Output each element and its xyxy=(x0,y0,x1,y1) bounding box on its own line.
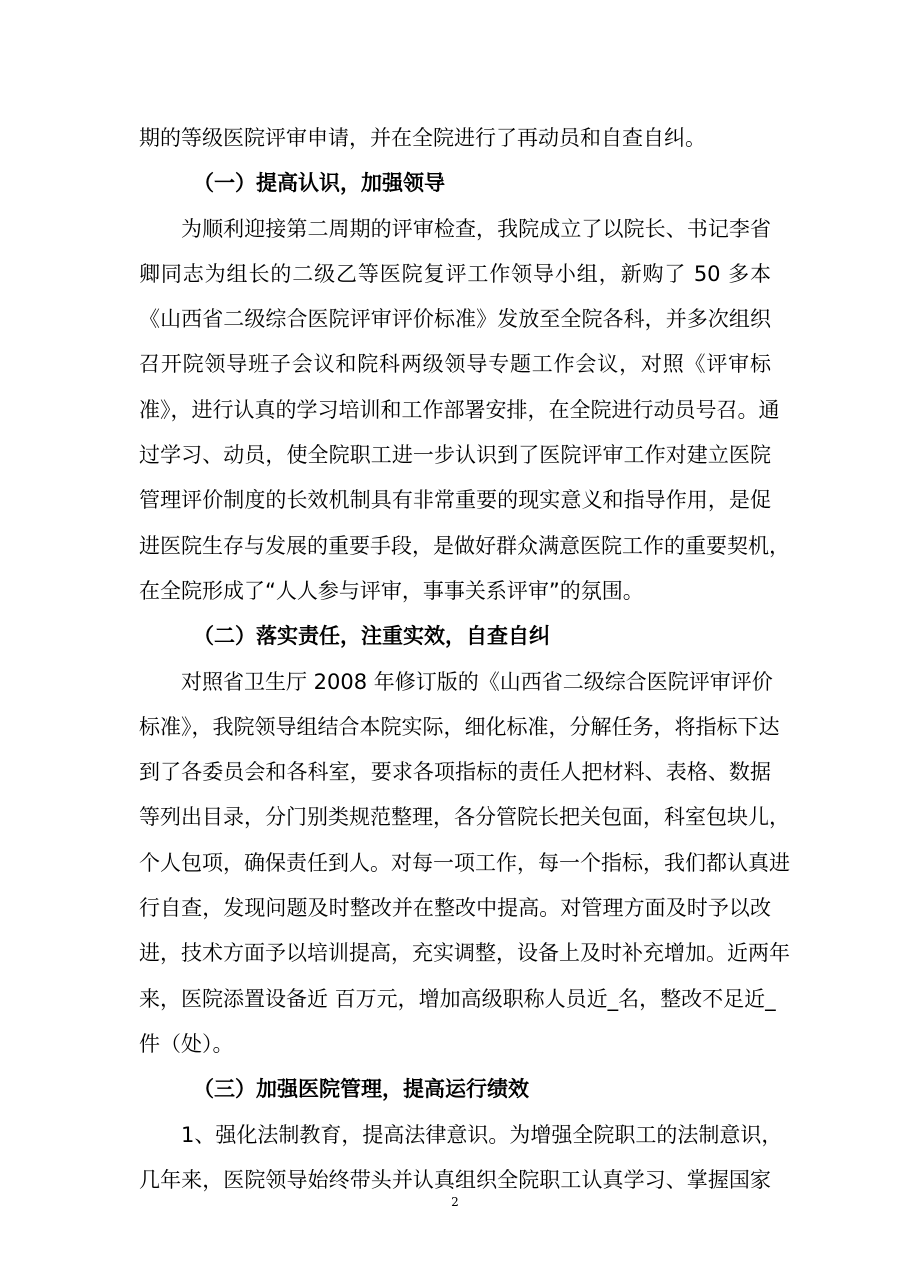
body-line: 到了各委员会和各科室，要求各项指标的责任人把材料、表格、数据 xyxy=(139,760,771,785)
body-line: 卿同志为组长的二级乙等医院复评工作领导小组，新购了 50 多本 xyxy=(139,261,771,286)
body-line: 进医院生存与发展的重要手段，是做好群众满意医院工作的重要契机， xyxy=(139,533,790,558)
section-heading-1: （一）提高认识，加强领导 xyxy=(193,171,445,196)
body-line: 为顺利迎接第二周期的评审检查，我院成立了以院长、书记李省 xyxy=(181,216,771,241)
body-line: 《山西省二级综合医院评审评价标准》发放至全院各科，并多次组织 xyxy=(139,307,771,332)
body-line: 过学习、动员，使全院职工进一步认识到了医院评审工作对建立医院 xyxy=(139,443,771,468)
body-line: 标准》，我院领导组结合本院实际，细化标准，分解任务，将指标下达 xyxy=(139,714,780,739)
body-line: 等列出目录，分门别类规范整理，各分管院长把关包面，科室包块儿， xyxy=(139,805,790,830)
body-line: 来，医院添置设备近 百万元，增加高级职称人员近_名，整改不足近_ xyxy=(139,986,776,1011)
body-line: 进，技术方面予以培训提高，充实调整，设备上及时补充增加。近两年 xyxy=(139,941,790,966)
body-line: 1、强化法制教育，提高法律意识。为增强全院职工的法制意识， xyxy=(181,1122,783,1147)
body-line: 准》，进行认真的学习培训和工作部署安排，在全院进行动员号召。通 xyxy=(139,397,780,422)
section-heading-3: （三）加强医院管理，提高运行绩效 xyxy=(193,1077,529,1102)
body-line: 件（处）。 xyxy=(139,1031,234,1056)
body-line: 几年来，医院领导始终带头并认真组织全院职工认真学习、掌握国家 xyxy=(139,1167,771,1192)
body-line: 个人包项，确保责任到人。对每一项工作，每一个指标，我们都认真进 xyxy=(139,850,790,875)
body-line: 期的等级医院评审申请，并在全院进行了再动员和自查自纠。 xyxy=(139,126,706,150)
body-line: 行自查，发现问题及时整改并在整改中提高。对管理方面及时予以改 xyxy=(139,896,771,921)
page-number: 2 xyxy=(451,1195,459,1209)
body-line: 对照省卫生厅 2008 年修订版的《山西省二级综合医院评审评价 xyxy=(181,669,773,694)
body-line: 管理评价制度的长效机制具有非常重要的现实意义和指导作用，是促 xyxy=(139,488,771,513)
body-line: 召开院领导班子会议和院科两级领导专题工作会议，对照《评审标 xyxy=(139,352,771,377)
body-line: 在全院形成了“人人参与评审，事事关系评审”的氛围。 xyxy=(139,578,644,603)
section-heading-2: （二）落实责任，注重实效，自查自纠 xyxy=(193,624,550,649)
document-body xyxy=(139,116,790,1203)
